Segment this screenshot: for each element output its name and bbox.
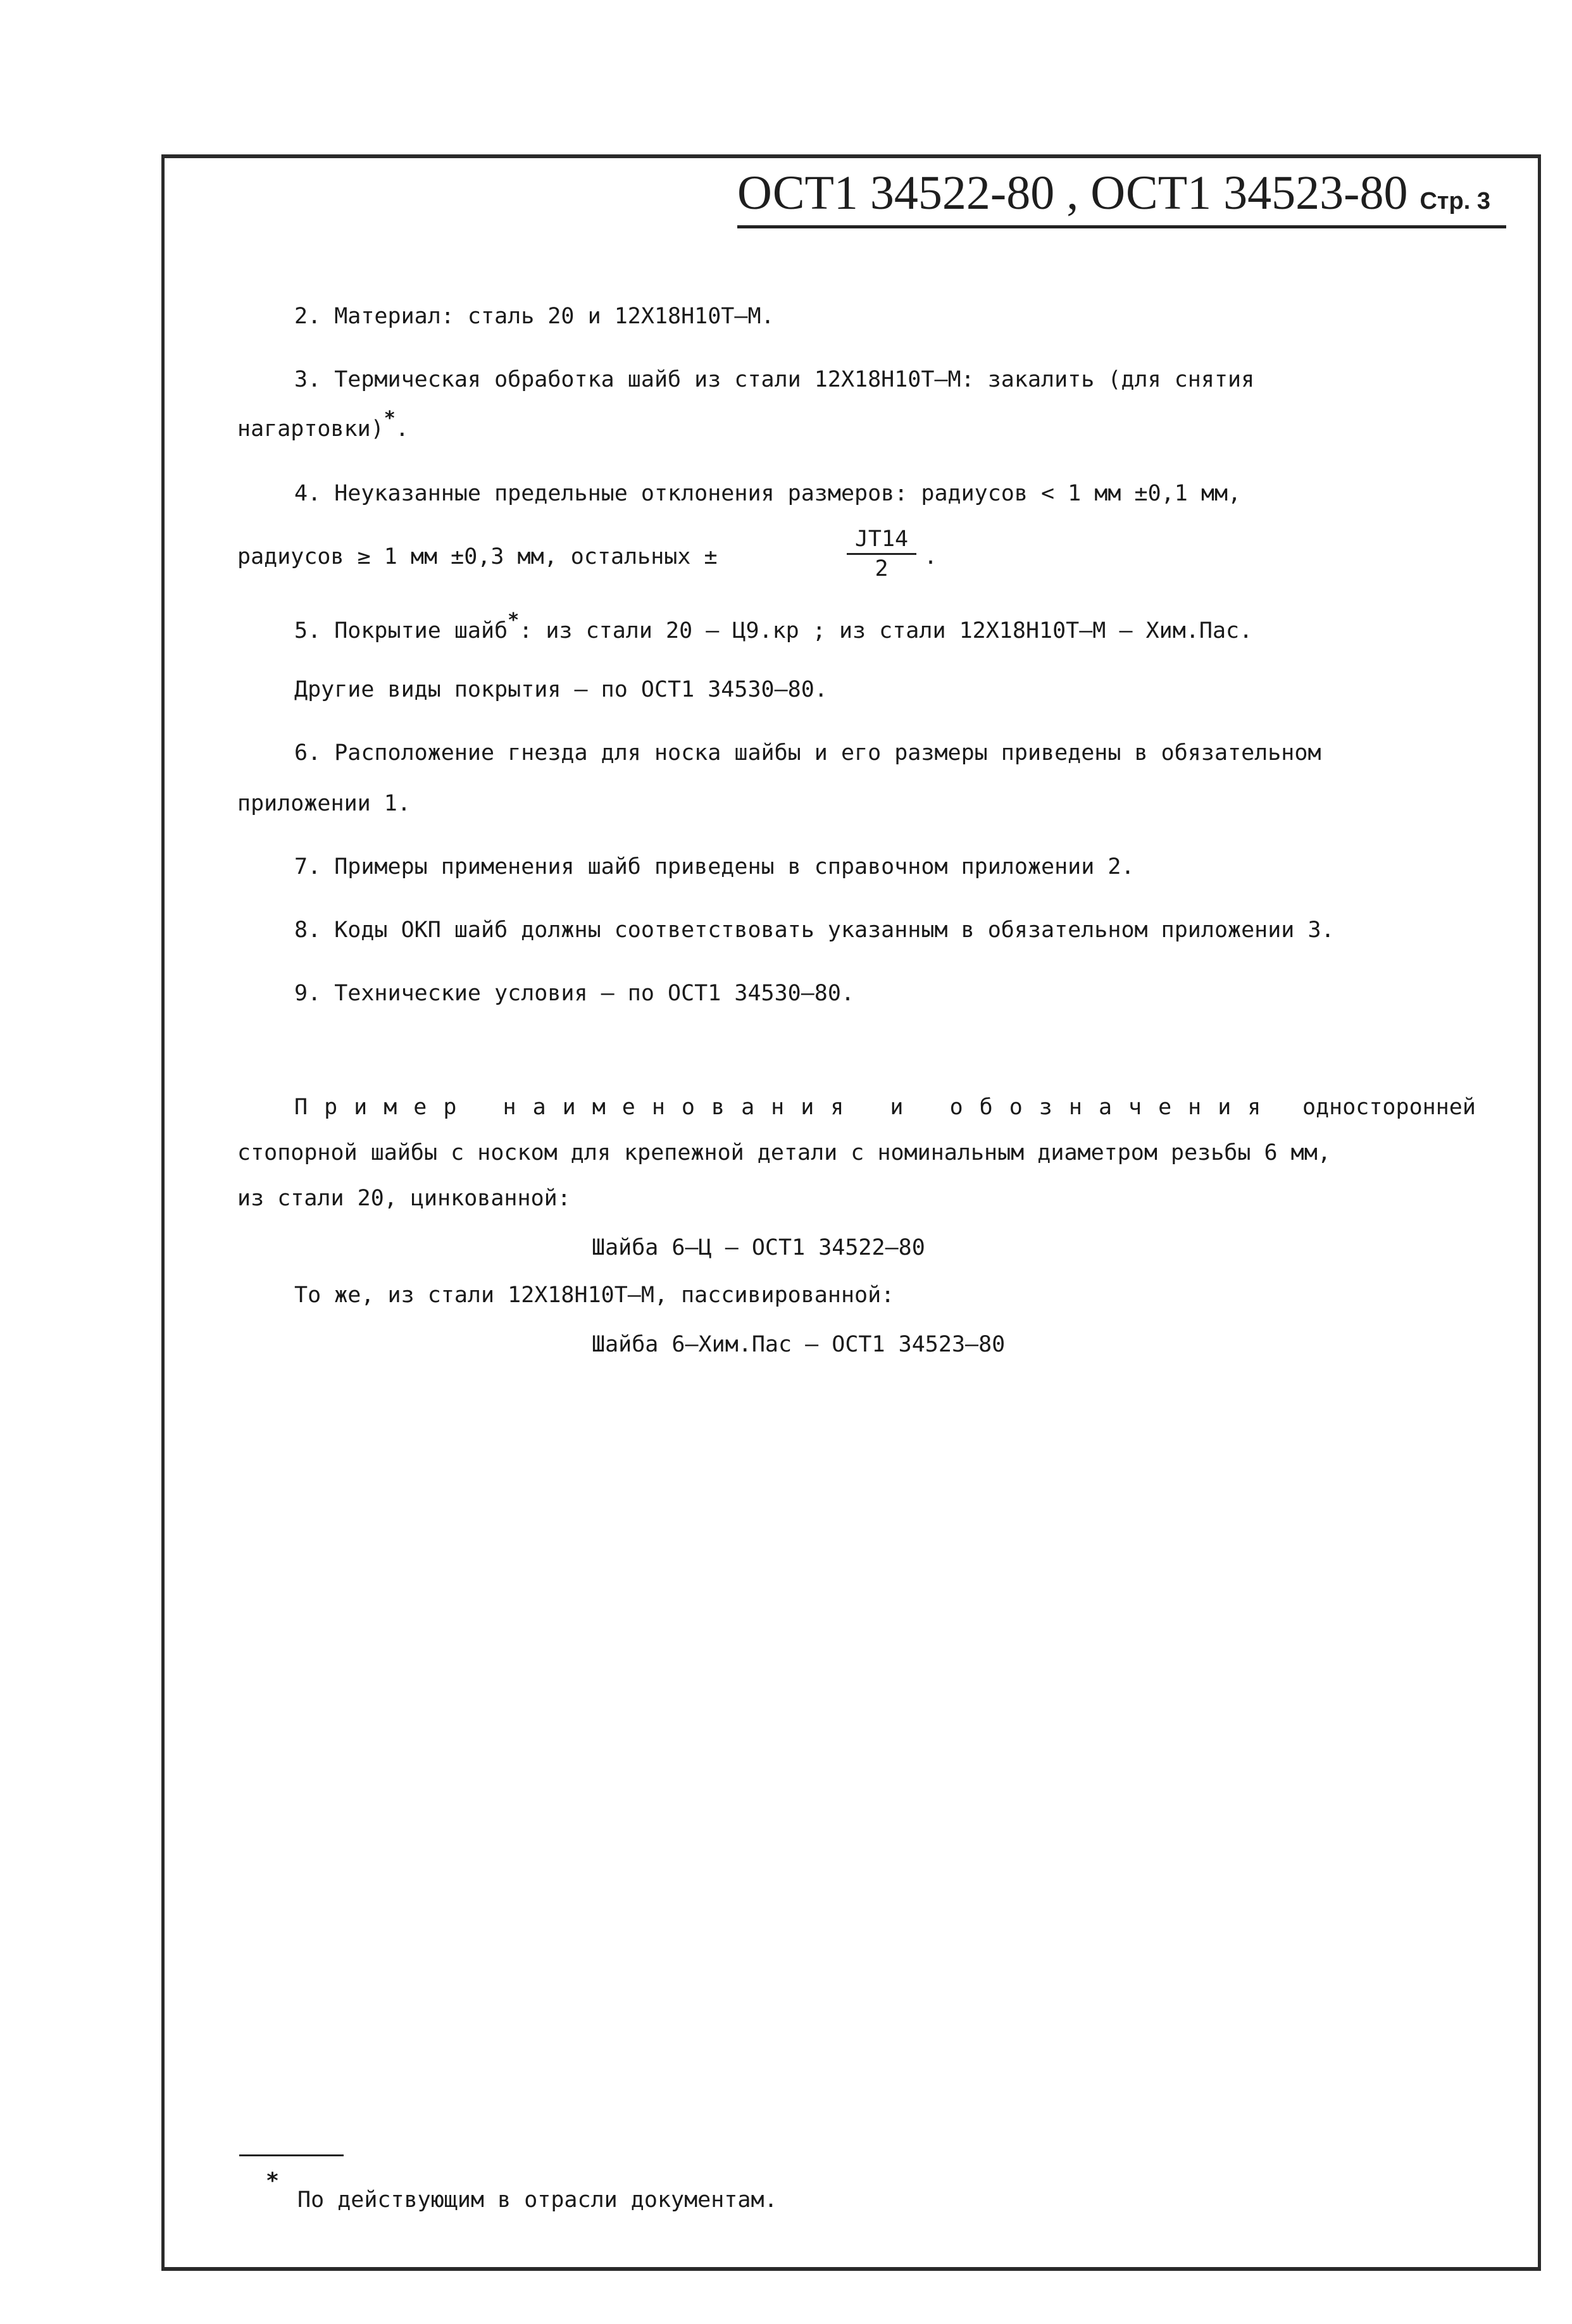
page-frame bbox=[161, 154, 1541, 2271]
example-line-2: стопорной шайбы с носком для крепежной детали с номинальным диаметром резьбы 6 мм, bbox=[237, 1140, 1331, 1165]
footnote-rule bbox=[239, 2154, 344, 2156]
example-designation-2: Шайба 6–Хим.Пас – ОСТ1 34523–80 bbox=[592, 1332, 1006, 1357]
footnote-marker-2: * bbox=[508, 609, 520, 631]
item-4-line-1: 4. Неуказанные предельные отклонения размеров: радиусов < 1 мм ±0,1 мм, bbox=[294, 481, 1242, 506]
item-9: 9. Технические условия – по ОСТ1 34530–80. bbox=[294, 981, 855, 1006]
item-5-line-2: Другие виды покрытия – по ОСТ1 34530–80. bbox=[294, 677, 828, 702]
document-designation: ОСТ1 34522-80 , ОСТ1 34523-80 bbox=[737, 166, 1408, 220]
item-5-label: 5. Покрытие шайб bbox=[294, 618, 508, 643]
item-4-line-2: радиусов ≥ 1 мм ±0,3 мм, остальных ± bbox=[237, 544, 718, 569]
example-designation-1: Шайба 6–Ц – ОСТ1 34522–80 bbox=[592, 1235, 925, 1260]
footnote-mark: * bbox=[266, 2168, 280, 2194]
item-3-line-1: 3. Термическая обработка шайб из стали 12Х18Н10Т–М: закалить (для снятия bbox=[294, 367, 1255, 392]
item-8: 8. Коды ОКП шайб должны соответствовать указанным в обязательном приложении 3. bbox=[294, 917, 1335, 943]
footnote-text: По действующим в отрасли документам. bbox=[297, 2187, 778, 2213]
fraction-numerator: JT14 bbox=[854, 526, 909, 552]
fraction-bar bbox=[847, 553, 916, 555]
example-line-4: То же, из стали 12Х18Н10Т–М, пассивированной: bbox=[294, 1283, 895, 1308]
item-2: 2. Материал: сталь 20 и 12Х18Н10Т–М. bbox=[294, 304, 775, 329]
item-6-line-2: приложении 1. bbox=[237, 791, 411, 816]
item-5-text: : из стали 20 – Ц9.кр ; из стали 12Х18Н10Т–М – Хим.Пас. bbox=[519, 618, 1253, 643]
item-3-line-2: нагартовки)*. bbox=[237, 407, 409, 442]
document-header bbox=[737, 166, 1490, 221]
tolerance-fraction bbox=[847, 526, 916, 581]
footnote-marker: * bbox=[384, 407, 396, 430]
example-line-1-rest: односторонней bbox=[1302, 1095, 1476, 1120]
item-7: 7. Примеры применения шайб приведены в справочном приложении 2. bbox=[294, 854, 1135, 879]
header-underline bbox=[737, 225, 1506, 228]
item-5-line-1 bbox=[294, 609, 1253, 646]
item-3-text: нагартовки) bbox=[237, 416, 384, 442]
example-heading: Пример наименования и обозначения bbox=[294, 1095, 1278, 1120]
item-6-line-1: 6. Расположение гнезда для носка шайбы и его размеры приведены в обязательном bbox=[294, 740, 1321, 766]
page-number: Стр. 3 bbox=[1419, 188, 1490, 214]
example-line-3: из стали 20, цинкованной: bbox=[237, 1186, 571, 1211]
item-4-period: . bbox=[924, 544, 938, 569]
fraction-denominator: 2 bbox=[875, 556, 889, 581]
